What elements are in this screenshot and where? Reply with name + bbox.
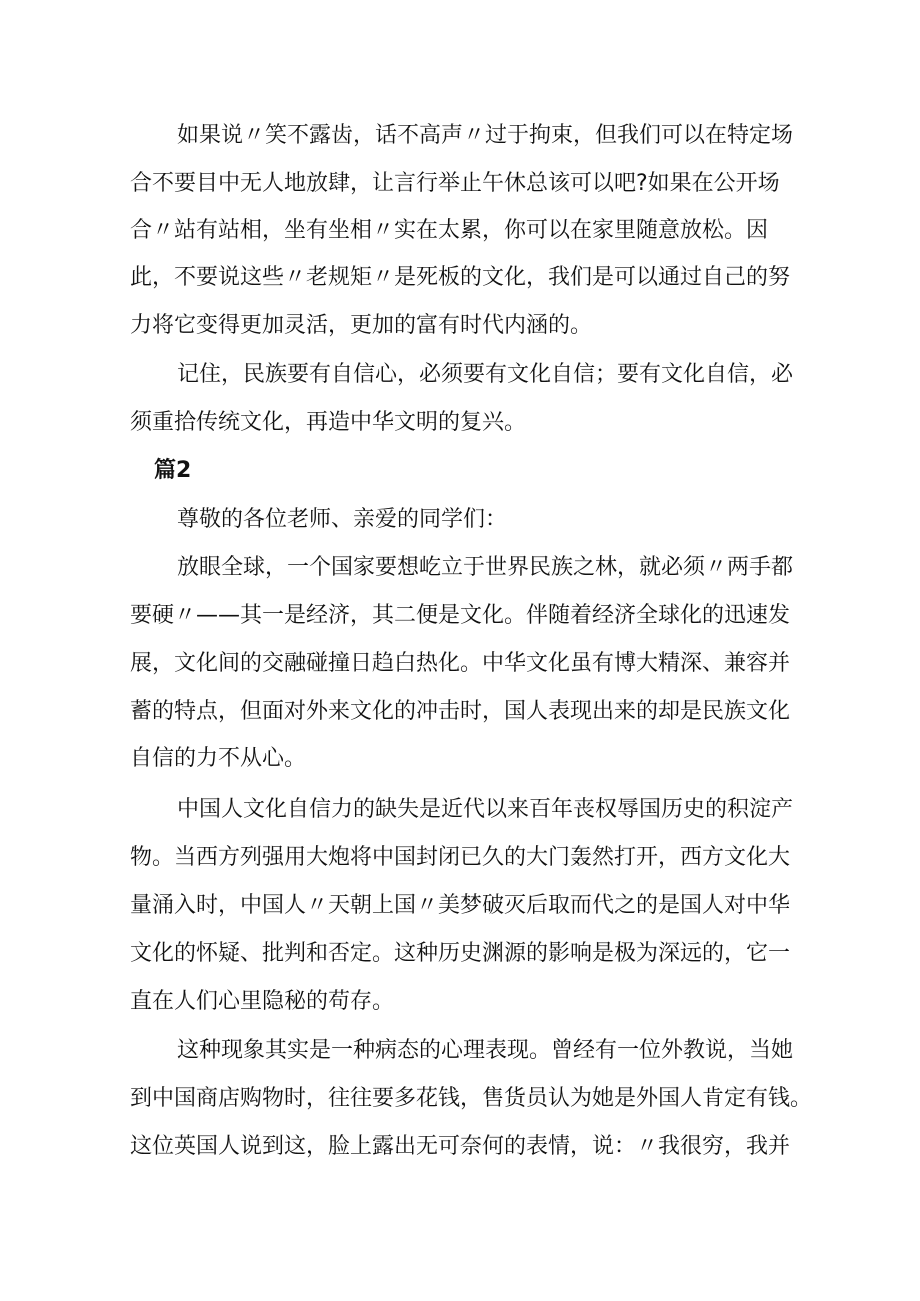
text-line: 记住，民族要有自信心，必须要有文化自信；要有文化自信，必 [177,362,794,387]
text-line: 须重拾传统文化，再造中华文明的复兴。 [130,410,527,435]
text-line: 合不要目中无人地放肆，让言行举止午休总该可以吧?如果在公开场 [130,171,780,196]
text-line: 直在人们心里隐秘的苟存。 [130,989,395,1014]
text-line: 展，文化间的交融碰撞日趋白热化。中华文化虽有博大精深、兼容并 [130,651,791,676]
text-line: 自信的力不从心。 [130,746,307,771]
text-line: 合〃站有站相，坐有坐相〃实在太累，你可以在家里随意放松。因 [130,218,769,243]
text-line: 这位英国人说到这，脸上露出无可奈何的表情，说：〃我很穷，我并 [130,1134,791,1159]
text-line: 要硬〃——其一是经济，其二便是文化。伴随着经济全球化的迅速发 [130,603,791,628]
text-line: 放眼全球，一个国家要想屹立于世界民族之林，就必须〃两手都 [177,555,794,580]
salutation: 尊敬的各位老师、亲爱的同学们： [177,507,508,532]
text-line: 力将它变得更加灵活，更加的富有时代内涵的。 [130,313,593,338]
text-line: 量涌入时，中国人〃天朝上国〃美梦破灭后取而代之的是国人对中华 [130,893,791,918]
text-line: 物。当西方列强用大炮将中国封闭已久的大门轰然打开，西方文化大 [130,845,791,870]
text-line: 此，不要说这些〃老规矩〃是死板的文化，我们是可以通过自己的努 [130,265,791,290]
text-line: 文化的怀疑、批判和否定。这种历史渊源的影响是极为深远的，它一 [130,941,791,966]
text-line: 如果说〃笑不露齿，话不高声〃过于拘束，但我们可以在特定场 [177,123,794,148]
section-heading: 篇2 [154,458,192,483]
text-line: 这种现象其实是一种病态的心理表现。曾经有一位外教说，当她 [177,1038,794,1063]
text-line: 蓄的特点，但面对外来文化的冲击时，国人表现出来的却是民族文化 [130,699,791,724]
text-line: 中国人文化自信力的缺失是近代以来百年丧权辱国历史的积淀产 [177,797,794,822]
text-line: 到中国商店购物时，往往要多花钱，售货员认为她是外国人肯定有钱。 [130,1086,813,1111]
